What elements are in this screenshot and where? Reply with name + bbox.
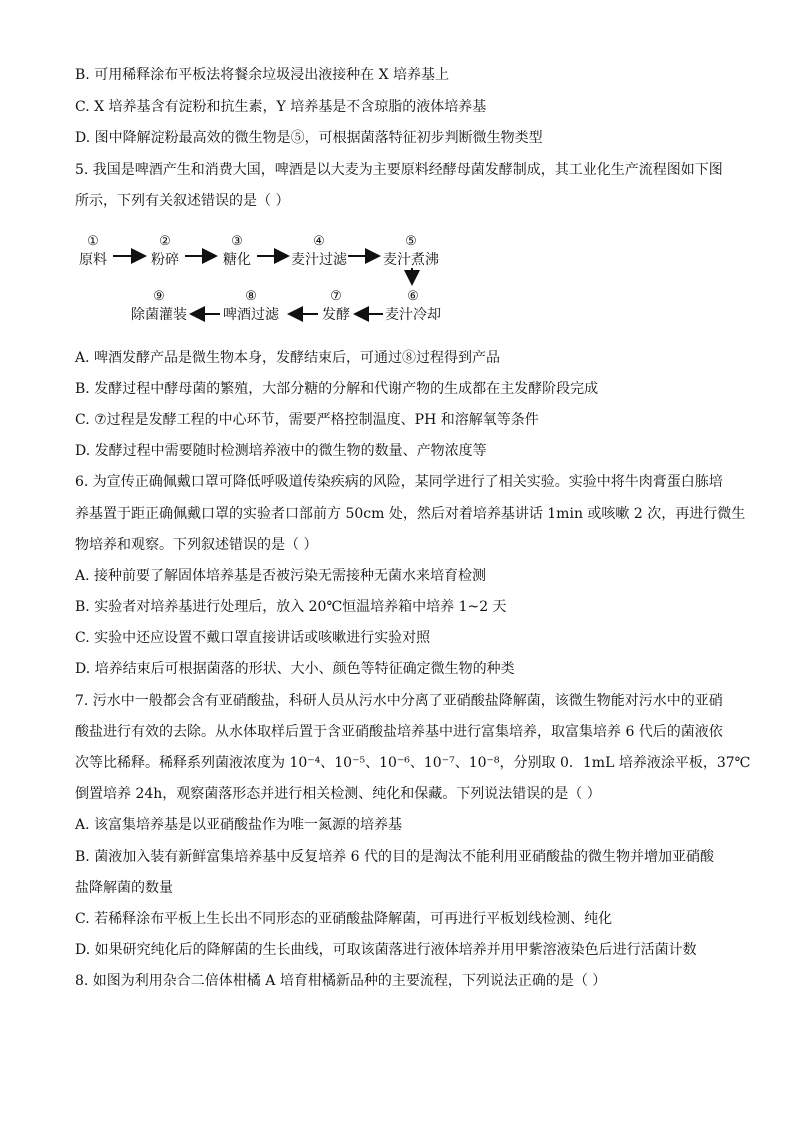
q7-stem-line4: 倒置培养 24h，观察菌落形态并进行相关检测、纯化和保藏。下列说法错误的是（ ） <box>75 786 601 802</box>
q7-option-d: D. 如果研究纯化后的降解菌的生长曲线，可取该菌落进行液体培养并用甲紫溶液染色后进行活菌计数 <box>75 942 697 958</box>
q4-option-d: D. 图中降解淀粉最高效的微生物是⑤，可根据菌落特征初步判断微生物类型 <box>75 130 543 146</box>
q6-option-d: D. 培养结束后可根据菌落的形状、大小、颜色等特征确定微生物的种类 <box>75 661 515 677</box>
q6-stem-line3: 物培养和观察。下列叙述错误的是（ ） <box>75 537 318 553</box>
q6-option-a: A. 接种前要了解固体培养基是否被污染无需接种无菌水来培育检测 <box>75 568 487 584</box>
q5-option-c: C. ⑦过程是发酵工程的中心环节，需要严格控制温度、PH 和溶解氧等条件 <box>75 412 539 428</box>
q6-stem-line2: 养基置于距正确佩戴口罩的实验者口部前方 50cm 处，然后对着培养基讲话 1min 或咳嗽 2 次，再进行微生 <box>75 506 746 522</box>
flow-step-1: ① 原料 <box>79 234 107 268</box>
q7-option-c: C. 若稀释涂布平板上生长出不同形态的亚硝酸盐降解菌，可再进行平板划线检测、纯化 <box>75 911 613 927</box>
q5-stem-line2: 所示，下列有关叙述错误的是（ ） <box>75 193 290 209</box>
flow-step-5: ⑤ 麦汁煮沸 <box>383 234 439 268</box>
flow-step-7: ⑦ 发酵 <box>322 289 350 323</box>
q7-stem-line1: 7. 污水中一般都会含有亚硝酸盐，科研人员从污水中分离了亚硝酸盐降解菌，该微生物能对污水中的亚硝 <box>75 693 723 709</box>
q5-option-d: D. 发酵过程中需要随时检测培养液中的微生物的数量、产物浓度等 <box>75 443 487 459</box>
q7-stem-line3: 次等比稀释。稀释系列菌液浓度为 10⁻⁴、10⁻⁵、10⁻⁶、10⁻⁷、10⁻⁸，分别取 0．1mL 培养液涂平板，37℃ <box>75 755 751 771</box>
q8-stem: 8. 如图为利用杂合二倍体柑橘 A 培育柑橘新品种的主要流程，下列说法正确的是（ ） <box>75 973 607 989</box>
flow-step-4: ④ 麦汁过滤 <box>291 234 347 268</box>
q7-option-b-line1: B. 菌液加入装有新鲜富集培养基中反复培养 6 代的目的是淘汰不能利用亚硝酸盐的微生物并增加亚硝酸 <box>75 849 714 865</box>
q5-stem-line1: 5. 我国是啤酒产生和消费大国，啤酒是以大麦为主要原料经酵母菌发酵制成，其工业化生产流程图如下图 <box>75 162 723 178</box>
q7-option-a: A. 该富集培养基是以亚硝酸盐作为唯一氮源的培养基 <box>75 817 403 833</box>
q5-option-a: A. 啤酒发酵产品是微生物本身，发酵结束后，可通过⑧过程得到产品 <box>75 350 501 366</box>
q5-option-b: B. 发酵过程中酵母菌的繁殖，大部分糖的分解和代谢产物的生成都在主发酵阶段完成 <box>75 381 599 397</box>
q7-stem-line2: 酸盐进行有效的去除。从水体取样后置于含亚硝酸盐培养基中进行富集培养，取富集培养 6 代后的菌液依 <box>75 724 723 740</box>
flow-step-9: ⑨ 除菌灌装 <box>131 289 187 323</box>
flow-step-2: ② 粉碎 <box>151 234 179 268</box>
q4-option-b: B. 可用稀释涂布平板法将餐余垃圾浸出液接种在 X 培养基上 <box>75 67 450 83</box>
flow-step-6: ⑥ 麦汁冷却 <box>385 289 441 323</box>
flow-step-8: ⑧ 啤酒过滤 <box>223 289 279 323</box>
q6-stem-line1: 6. 为宣传正确佩戴口罩可降低呼吸道传染疾病的风险，某同学进行了相关实验。实验中将牛肉膏蛋白胨培 <box>75 474 723 490</box>
q6-option-b: B. 实验者对培养基进行处理后，放入 20℃恒温培养箱中培养 1~2 天 <box>75 599 507 615</box>
flow-step-3: ③ 糖化 <box>223 234 251 268</box>
q6-option-c: C. 实验中还应设置不戴口罩直接讲话或咳嗽进行实验对照 <box>75 630 431 646</box>
q4-option-c: C. X 培养基含有淀粉和抗生素，Y 培养基是不含琼脂的液体培养基 <box>75 99 487 115</box>
q7-option-b-line2: 盐降解菌的数量 <box>75 880 173 896</box>
